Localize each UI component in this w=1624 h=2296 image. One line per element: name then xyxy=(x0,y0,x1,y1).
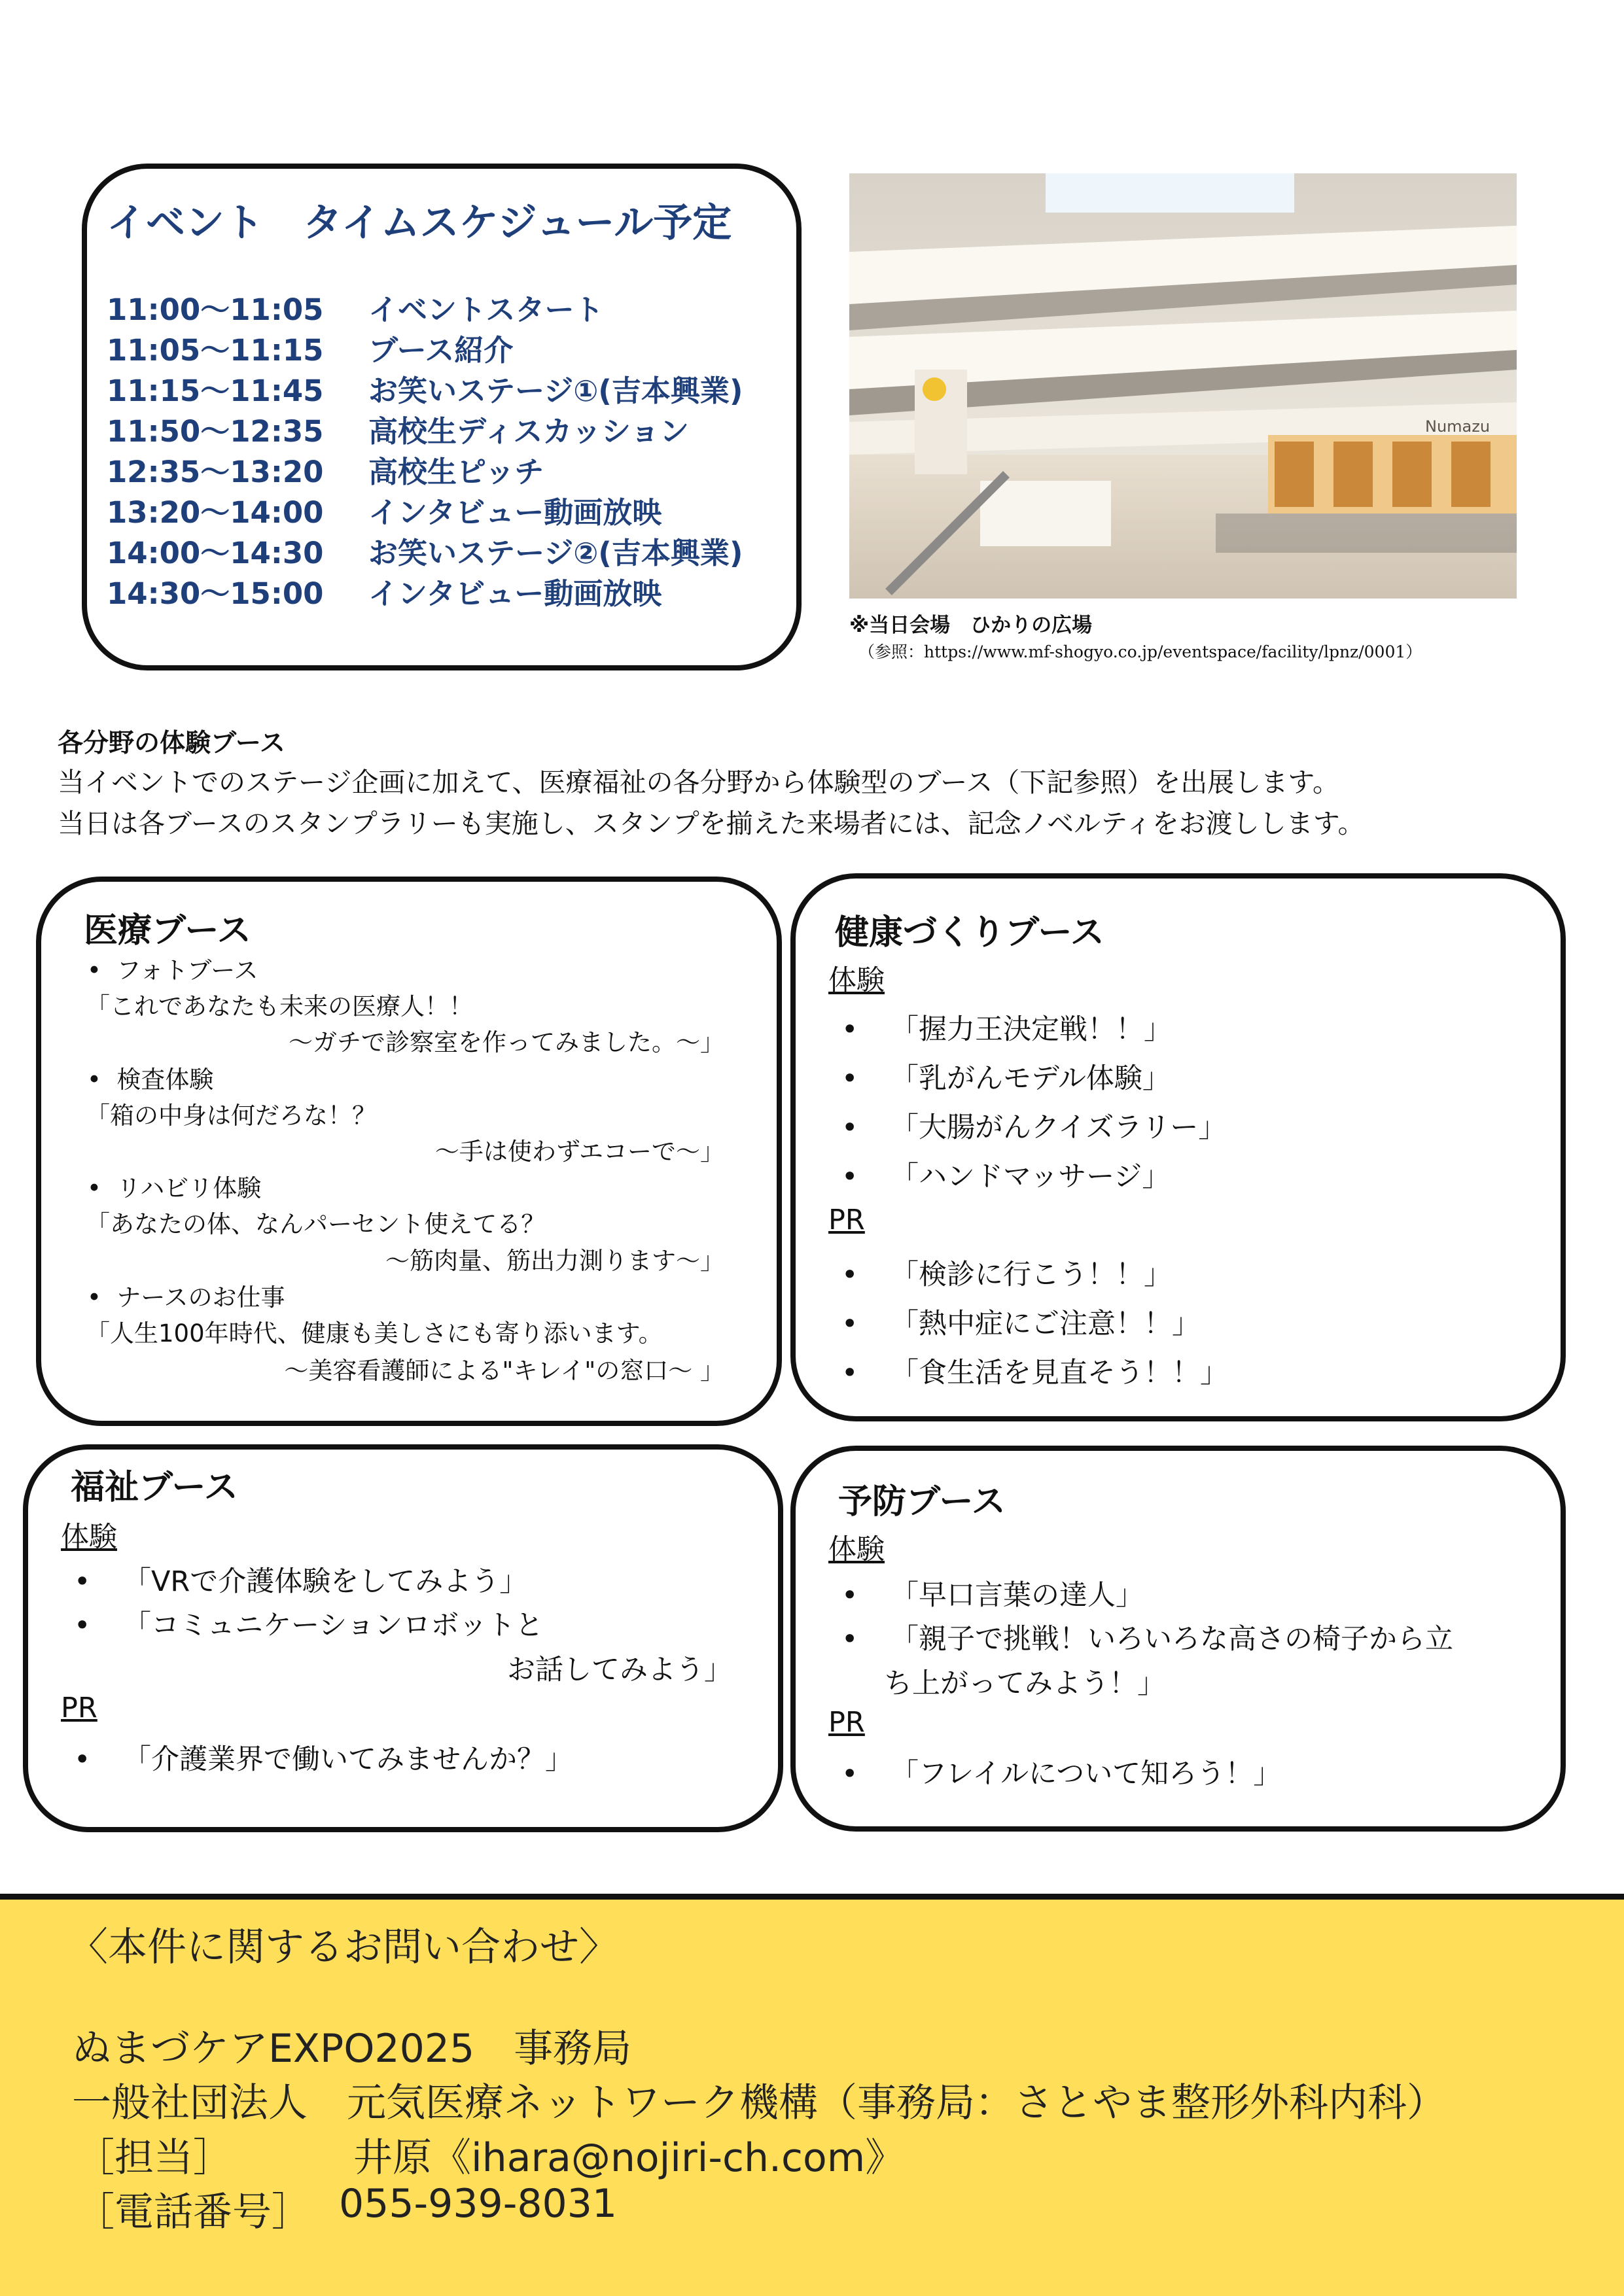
schedule-event: 高校生ディスカッション xyxy=(368,413,690,449)
contact-footer xyxy=(0,1894,1624,2296)
medical-item-label: ナースのお仕事 xyxy=(116,1283,285,1312)
medical-item-name: • リハビリ体験 xyxy=(87,1174,262,1202)
contact-person-label: ［担当］ xyxy=(75,2135,232,2181)
medical-item-desc: 「人生100年時代、健康も美しさにも寄り添います。 xyxy=(86,1319,663,1348)
medical-item-desc: 〜手は使わずエコーで〜」 xyxy=(434,1138,724,1166)
health-pr-item: • 「食生活を見直そう！！」 xyxy=(841,1357,1228,1389)
schedule-time: 14:30〜15:00 xyxy=(107,576,324,611)
contact-phone[interactable]: 055-939-8031 xyxy=(339,2181,618,2227)
welfare-experience-item: • 「VRで介護体験をしてみよう」 xyxy=(74,1565,528,1598)
schedule-event: インタビュー動画放映 xyxy=(368,576,662,611)
medical-booth-box xyxy=(36,877,782,1426)
medical-item-desc: 「これであなたも未来の医療人！！ xyxy=(86,992,473,1020)
schedule-row xyxy=(107,449,743,489)
medical-item-desc: 「あなたの体、なんパーセント使えてる？ xyxy=(86,1210,546,1238)
medical-booth-title: 医療ブース xyxy=(84,911,251,950)
schedule-title: イベント タイムスケジュール予定 xyxy=(107,200,732,246)
prevention-experience-item: • 「早口言葉の達人」 xyxy=(841,1579,1144,1612)
health-pr-item: • 「熱中症にご注意！！」 xyxy=(841,1308,1200,1340)
medical-item-label: リハビリ体験 xyxy=(116,1174,262,1202)
schedule-time: 13:20〜14:00 xyxy=(107,495,324,530)
medical-item-name: • ナースのお仕事 xyxy=(87,1283,285,1312)
medical-item-label: フォトブース xyxy=(116,956,258,984)
schedule-row xyxy=(107,368,743,408)
health-booth-title: 健康づくりブース xyxy=(835,913,1104,952)
health-experience-label: 体験 xyxy=(828,964,885,997)
health-experience-item: • 「乳がんモデル体験」 xyxy=(841,1062,1171,1095)
contact-organization: 一般社団法人 元気医療ネットワーク機構（事務局：さとやま整形外科内科） xyxy=(72,2080,1446,2126)
schedule-list xyxy=(107,287,743,611)
welfare-experience-item-cont: お話してみよう」 xyxy=(507,1654,732,1686)
schedule-event: インタビュー動画放映 xyxy=(368,495,662,530)
prevention-experience-item: • 「親子で挑戦！いろいろな高さの椅子から立 xyxy=(841,1623,1453,1656)
health-experience-item: • 「大腸がんクイズラリー」 xyxy=(841,1111,1227,1144)
welfare-pr-label: PR xyxy=(61,1692,97,1724)
schedule-time: 11:50〜12:35 xyxy=(107,413,324,449)
contact-office: ぬまづケアEXPO2025 事務局 xyxy=(72,2026,632,2072)
photo-caption: ※当日会場 ひかりの広場 xyxy=(849,614,1093,637)
medical-item-desc: 〜ガチで診察室を作ってみました。〜」 xyxy=(289,1028,724,1056)
schedule-event: お笑いステージ②(吉本興業) xyxy=(368,535,743,570)
prevention-booth-box xyxy=(790,1446,1566,1832)
health-booth-box xyxy=(790,873,1566,1421)
health-experience-item: • 「握力王決定戦！！」 xyxy=(841,1013,1172,1046)
schedule-row xyxy=(107,327,743,368)
contact-phone-label: ［電話番号］ xyxy=(75,2189,311,2235)
schedule-row xyxy=(107,530,743,570)
medical-item-desc: 〜筋肉量、筋出力測ります〜」 xyxy=(385,1247,724,1275)
schedule-event: 高校生ピッチ xyxy=(368,454,544,489)
medical-item-name: • 検査体験 xyxy=(87,1066,214,1094)
welfare-pr-item: • 「介護業界で働いてみませんか？」 xyxy=(74,1743,573,1776)
health-experience-item: • 「ハンドマッサージ」 xyxy=(841,1160,1171,1193)
schedule-event: イベントスタート xyxy=(368,292,604,327)
intro-heading: 各分野の体験ブース xyxy=(58,729,285,758)
contact-heading: 〈本件に関するお問い合わせ〉 xyxy=(69,1924,618,1970)
prevention-pr-item: • 「フレイルについて知ろう！」 xyxy=(841,1758,1282,1790)
prevention-pr-label: PR xyxy=(828,1706,865,1739)
health-pr-label: PR xyxy=(828,1204,865,1236)
medical-item-label: 検査体験 xyxy=(116,1066,214,1094)
schedule-time: 11:05〜11:15 xyxy=(107,332,324,368)
schedule-time: 12:35〜13:20 xyxy=(107,454,324,489)
photo-source: （参照：https://www.mf-shogyo.co.jp/eventspace/facility/lpnz/0001） xyxy=(858,642,1422,661)
schedule-event: ブース紹介 xyxy=(368,332,514,368)
schedule-time: 14:00〜14:30 xyxy=(107,535,324,570)
schedule-event: お笑いステージ①(吉本興業) xyxy=(368,373,743,408)
schedule-row xyxy=(107,408,743,449)
prevention-booth-title: 予防ブース xyxy=(838,1482,1006,1522)
medical-item-name: • フォトブース xyxy=(87,956,258,984)
welfare-experience-label: 体験 xyxy=(61,1521,117,1554)
schedule-row xyxy=(107,570,743,611)
photo-sign-text: Numazu xyxy=(1425,417,1491,436)
prevention-experience-label: 体験 xyxy=(828,1533,885,1566)
venue-photo xyxy=(849,173,1517,599)
intro-text: 当イベントでのステージ企画に加えて、医療福祉の各分野から体験型のブース（下記参照）を出展します。 xyxy=(58,767,1339,798)
prevention-experience-item-cont: ち上がってみよう！」 xyxy=(884,1667,1165,1700)
schedule-row xyxy=(107,287,743,327)
contact-person[interactable]: 井原《ihara@nojiri-ch.com》 xyxy=(353,2135,905,2181)
medical-item-desc: 〜美容看護師による"キレイ"の窓口〜 」 xyxy=(284,1357,724,1385)
welfare-booth-title: 福祉ブース xyxy=(71,1468,238,1507)
welfare-experience-item: • 「コミュニケーションロボットと xyxy=(74,1609,544,1642)
medical-item-desc: 「箱の中身は何だろな！？ xyxy=(86,1102,376,1130)
intro-text: 当日は各ブースのスタンプラリーも実施し、スタンプを揃えた来場者には、記念ノベルティをお渡しします。 xyxy=(58,808,1365,839)
health-pr-item: • 「検診に行こう！！」 xyxy=(841,1259,1172,1291)
schedule-time: 11:00〜11:05 xyxy=(107,292,324,327)
schedule-box xyxy=(82,164,802,670)
schedule-time: 11:15〜11:45 xyxy=(107,373,324,408)
welfare-booth-box xyxy=(23,1444,783,1832)
schedule-row xyxy=(107,489,743,530)
